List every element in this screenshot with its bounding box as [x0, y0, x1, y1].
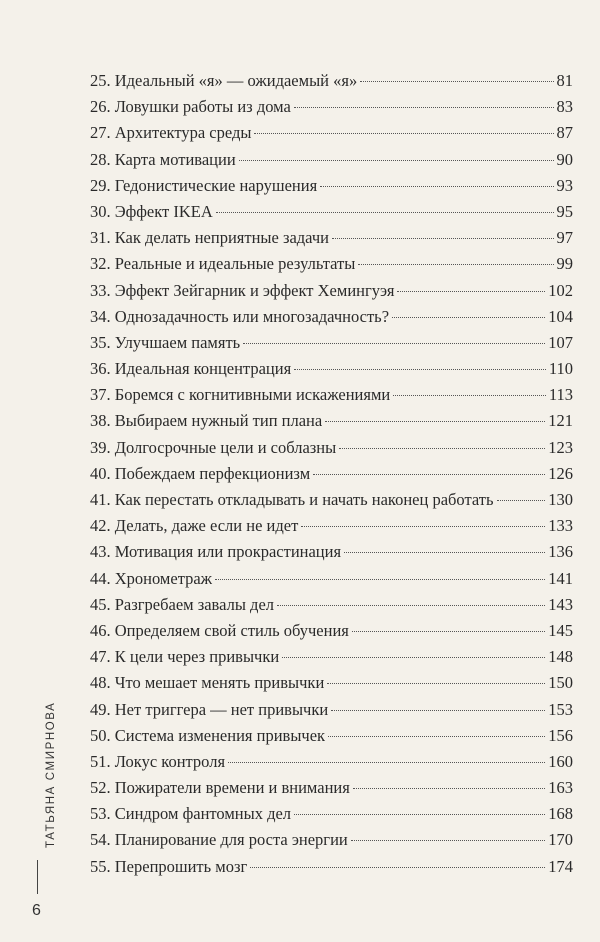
- toc-entry-title: 29. Гедонистические нарушения: [90, 175, 318, 195]
- toc-entry-title: 37. Боремся с когнитивными искажениями: [90, 385, 391, 405]
- toc-entry-title: 28. Карта мотивации: [90, 149, 236, 169]
- toc-entry-title: 45. Разгребаем завалы дел: [90, 594, 274, 614]
- dot-leader: [332, 238, 554, 239]
- toc-entry[interactable]: [90, 120, 573, 146]
- table-of-contents: [90, 68, 573, 880]
- toc-entry[interactable]: [90, 356, 573, 382]
- toc-entry-title: 33. Эффект Зейгарник и эффект Хемингуэя: [90, 280, 395, 300]
- toc-entry[interactable]: [90, 801, 573, 827]
- dot-leader: [215, 579, 545, 580]
- toc-entry-page: 121: [548, 411, 573, 431]
- toc-entry[interactable]: [90, 592, 573, 618]
- toc-entry-page: 174: [548, 856, 573, 876]
- toc-entry-page: 81: [556, 71, 573, 90]
- toc-entry[interactable]: [90, 68, 573, 94]
- toc-entry[interactable]: [90, 723, 573, 749]
- toc-entry-title: 35. Улучшаем память: [90, 332, 241, 352]
- dot-leader: [250, 867, 545, 868]
- dot-leader: [331, 710, 545, 711]
- toc-entry[interactable]: [90, 382, 573, 408]
- toc-entry-title: 49. Нет триггера — нет привычки: [90, 699, 329, 719]
- dot-leader: [358, 264, 553, 265]
- toc-entry[interactable]: [90, 644, 573, 670]
- toc-entry-page: 130: [548, 490, 573, 509]
- dot-leader: [282, 657, 545, 658]
- toc-entry-title: 30. Эффект IKEA: [90, 201, 213, 221]
- toc-entry-title: 53. Синдром фантомных дел: [90, 804, 292, 824]
- toc-entry-title: 42. Делать, даже если не идет: [90, 516, 299, 536]
- toc-entry[interactable]: [90, 566, 573, 592]
- dot-leader: [301, 526, 545, 527]
- dot-leader: [351, 840, 546, 841]
- dot-leader: [339, 448, 545, 449]
- toc-entry[interactable]: [90, 749, 573, 775]
- toc-entry-title: 34. Однозадачность или многозадачность?: [90, 306, 390, 326]
- toc-entry-title: 52. Пожиратели времени и внимания: [90, 778, 350, 798]
- dot-leader: [320, 186, 553, 187]
- toc-entry-page: 110: [548, 359, 573, 379]
- dot-leader: [397, 291, 545, 292]
- dot-leader: [393, 395, 546, 396]
- toc-entry[interactable]: [90, 435, 573, 461]
- toc-entry-title: 43. Мотивация или прокрастинация: [90, 542, 342, 562]
- dot-leader: [392, 317, 545, 318]
- toc-entry-title: 47. К цели через привычки: [90, 647, 280, 667]
- toc-entry-page: 104: [548, 306, 573, 326]
- dot-leader: [325, 421, 545, 422]
- toc-entry-page: 141: [548, 568, 573, 588]
- toc-entry-page: 156: [548, 725, 573, 745]
- dot-leader: [327, 683, 545, 684]
- dot-leader: [313, 474, 545, 475]
- dot-leader: [497, 500, 546, 501]
- dot-leader: [294, 814, 545, 815]
- toc-entry-page: 170: [548, 830, 573, 850]
- toc-entry[interactable]: [90, 618, 573, 644]
- dot-leader: [239, 160, 554, 161]
- toc-entry-page: 163: [548, 778, 573, 798]
- toc-entry-page: 93: [556, 175, 573, 195]
- toc-entry-page: 168: [548, 804, 573, 824]
- toc-entry-title: 44. Хронометраж: [90, 568, 213, 588]
- toc-entry-page: 123: [548, 437, 573, 457]
- dot-leader: [216, 212, 554, 213]
- toc-entry-page: 145: [548, 620, 573, 640]
- toc-entry[interactable]: [90, 251, 573, 277]
- toc-entry[interactable]: [90, 199, 573, 225]
- toc-entry[interactable]: [90, 278, 573, 304]
- toc-entry-page: 153: [548, 699, 573, 719]
- toc-entry-page: 148: [548, 647, 573, 667]
- side-rule: [37, 860, 38, 894]
- toc-entry-page: 143: [548, 594, 573, 614]
- dot-leader: [277, 605, 545, 606]
- toc-entry[interactable]: [90, 94, 573, 120]
- toc-entry-page: 90: [556, 149, 573, 169]
- toc-entry-title: 39. Долгосрочные цели и соблазны: [90, 437, 337, 457]
- toc-entry[interactable]: [90, 408, 573, 434]
- toc-entry-title: 25. Идеальный «я» — ожидаемый «я»: [90, 71, 358, 90]
- dot-leader: [228, 762, 545, 763]
- toc-entry-title: 27. Архитектура среды: [90, 123, 252, 143]
- toc-entry-page: 107: [548, 332, 573, 352]
- dot-leader: [294, 107, 554, 108]
- toc-entry[interactable]: [90, 827, 573, 853]
- toc-entry-title: 40. Побеждаем перфекционизм: [90, 463, 311, 483]
- toc-entry-page: 126: [548, 463, 573, 483]
- toc-entry-title: 31. Как делать неприятные задачи: [90, 228, 329, 248]
- toc-entry-page: 160: [548, 751, 573, 771]
- toc-entry-page: 97: [556, 228, 573, 248]
- dot-leader: [243, 343, 545, 344]
- toc-entry[interactable]: [90, 539, 573, 565]
- toc-entry[interactable]: [90, 697, 573, 723]
- toc-entry-title: 51. Локус контроля: [90, 751, 226, 771]
- dot-leader: [352, 631, 545, 632]
- toc-entry-title: 46. Определяем свой стиль обучения: [90, 620, 349, 640]
- toc-entry-page: 99: [556, 254, 573, 274]
- toc-entry[interactable]: [90, 670, 573, 696]
- dot-leader: [344, 552, 545, 553]
- toc-entry[interactable]: [90, 304, 573, 330]
- toc-entry-page: 113: [548, 385, 573, 405]
- toc-entry-page: 150: [548, 673, 573, 693]
- toc-entry-page: 136: [548, 542, 573, 562]
- toc-entry[interactable]: [90, 513, 573, 539]
- toc-entry-title: 54. Планирование для роста энергии: [90, 830, 348, 850]
- toc-entry-title: 55. Перепрошить мозг: [90, 856, 248, 876]
- toc-entry-title: 50. Система изменения привычек: [90, 725, 326, 745]
- toc-entry[interactable]: [90, 330, 573, 356]
- toc-entry-title: 48. Что мешает менять привычки: [90, 673, 325, 693]
- toc-entry[interactable]: [90, 225, 573, 251]
- toc-entry-page: 83: [556, 97, 573, 117]
- toc-entry[interactable]: [90, 173, 573, 199]
- toc-entry-page: 133: [548, 516, 573, 536]
- dot-leader: [360, 81, 553, 82]
- toc-entry-page: 95: [556, 201, 573, 221]
- toc-entry[interactable]: [90, 775, 573, 801]
- toc-entry[interactable]: [90, 461, 573, 487]
- toc-entry-page: 87: [556, 123, 573, 143]
- page-number: 6: [32, 902, 41, 919]
- running-header: ТАТЬЯНА СМИРНОВА: [45, 701, 57, 848]
- toc-entry[interactable]: [90, 854, 573, 880]
- toc-entry[interactable]: [90, 147, 573, 173]
- toc-entry-title: 41. Как перестать откладывать и начать наконец работать: [90, 490, 494, 509]
- dot-leader: [254, 133, 553, 134]
- toc-entry-title: 36. Идеальная концентрация: [90, 359, 292, 379]
- toc-entry-page: 102: [548, 280, 573, 300]
- toc-entry-title: 32. Реальные и идеальные результаты: [90, 254, 356, 274]
- dot-leader: [294, 369, 546, 370]
- toc-entry-title: 38. Выбираем нужный тип плана: [90, 411, 323, 431]
- dot-leader: [328, 736, 545, 737]
- dot-leader: [353, 788, 545, 789]
- toc-entry[interactable]: [90, 487, 573, 513]
- toc-entry-title: 26. Ловушки работы из дома: [90, 97, 291, 117]
